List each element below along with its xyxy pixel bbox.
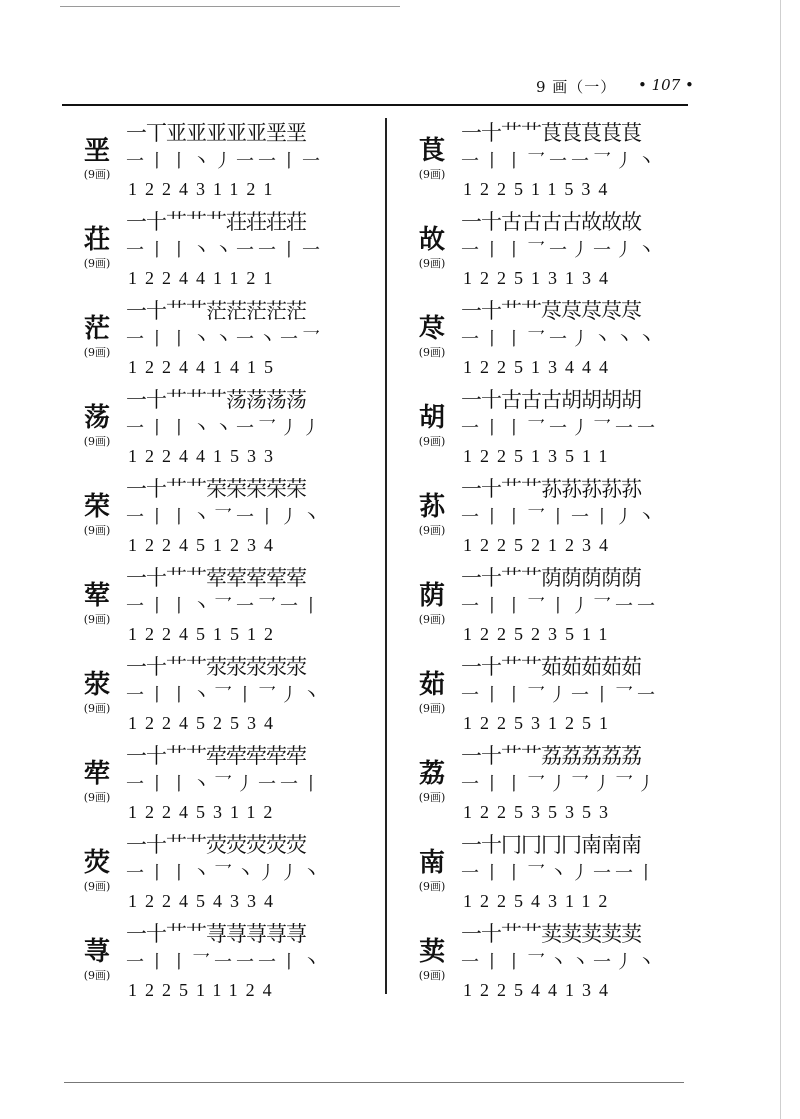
stroke-shapes: 一丨丨乛丶丶一丿丶 <box>461 952 659 973</box>
character-entry <box>70 207 370 296</box>
entry-character: 垩 <box>83 136 110 166</box>
entry-character: 荣 <box>83 492 110 522</box>
entry-character: 荩 <box>418 314 445 344</box>
stroke-count-label: (9画) <box>418 257 446 270</box>
stroke-shapes: 一丨丨乛一丿一丿丶 <box>461 240 659 261</box>
stroke-count-label: (9画) <box>418 791 446 804</box>
character-entry <box>70 296 370 385</box>
stroke-sequence: 一十艹艹荧荧荧荧荧 <box>126 833 306 857</box>
stroke-count-label: (9画) <box>83 168 111 181</box>
stroke-shapes: 一丨丨乛丨一丨丿丶 <box>461 507 659 528</box>
stroke-count-label: (9画) <box>418 613 446 626</box>
stroke-sequence: 一十冂冂冂冂南南南 <box>461 833 641 857</box>
stroke-count-label: (9画) <box>418 969 446 982</box>
stroke-count-label: (9画) <box>83 524 111 537</box>
stroke-numbers: 122451512 <box>128 624 281 644</box>
character-entry <box>70 474 370 563</box>
stroke-sequence: 一十古古古古故故故 <box>461 210 641 234</box>
stroke-numbers: 122513444 <box>463 357 616 377</box>
stroke-count-label: (9画) <box>83 435 111 448</box>
stroke-sequence: 一丅亚亚亚亚亚垩垩 <box>126 121 306 145</box>
stroke-numbers: 122531251 <box>463 713 616 733</box>
stroke-sequence: 一十艹艹茛茛茛茛茛 <box>461 121 641 145</box>
stroke-count-label: (9画) <box>83 880 111 893</box>
entry-character: 荬 <box>418 937 445 967</box>
character-entry <box>405 385 705 474</box>
stroke-sequence: 一十艹艹荪荪荪荪荪 <box>461 477 641 501</box>
stroke-shapes: 一丨丨丶丶一一丨一 <box>126 240 324 261</box>
stroke-numbers: 122535353 <box>463 802 616 822</box>
character-entry <box>405 652 705 741</box>
entry-character: 荥 <box>83 670 110 700</box>
stroke-sequence: 一十艹艹荨荨荨荨荨 <box>126 922 306 946</box>
stroke-shapes: 一丨丨乛丿乛丿乛丿 <box>461 774 659 795</box>
stroke-sequence: 一十艹艹荤荤荤荤荤 <box>126 566 306 590</box>
character-entry <box>70 563 370 652</box>
stroke-count-label: (9画) <box>418 524 446 537</box>
entry-character: 茫 <box>83 314 110 344</box>
stroke-numbers: 122441415 <box>128 357 281 377</box>
character-entry <box>70 385 370 474</box>
entry-character: 南 <box>418 848 445 878</box>
right-column <box>405 118 705 1008</box>
stroke-sequence: 一十古古古胡胡胡胡 <box>461 388 641 412</box>
stroke-count-label: (9画) <box>418 880 446 893</box>
stroke-sequence: 一十艹艹荥荥荥荥荥 <box>126 655 306 679</box>
stroke-sequence: 一十艹艹艹荡荡荡荡 <box>126 388 306 412</box>
stroke-numbers: 122454334 <box>128 891 281 911</box>
entry-character: 胡 <box>418 403 445 433</box>
stroke-sequence: 一十艹艹荫荫荫荫荫 <box>461 566 641 590</box>
entry-character: 茹 <box>418 670 445 700</box>
stroke-numbers: 122511534 <box>463 179 616 199</box>
character-entry <box>405 474 705 563</box>
stroke-count-label: (9画) <box>418 435 446 448</box>
stroke-numbers: 122544134 <box>463 980 616 1000</box>
character-entry <box>405 296 705 385</box>
page-header <box>0 72 800 102</box>
page-number: • 107 • <box>638 76 694 94</box>
stroke-count-label: (9画) <box>83 702 111 715</box>
character-entry <box>405 118 705 207</box>
stroke-count-label: (9画) <box>418 702 446 715</box>
stroke-numbers: 122513134 <box>463 268 616 288</box>
entry-character: 荔 <box>418 759 445 789</box>
column-divider <box>385 118 387 994</box>
stroke-sequence: 一十艹艹荔荔荔荔荔 <box>461 744 641 768</box>
stroke-count-label: (9画) <box>418 168 446 181</box>
stroke-numbers: 122451234 <box>128 535 281 555</box>
stroke-shapes: 一丨丨丶乛丶丿丿丶 <box>126 863 324 884</box>
stroke-numbers: 122521234 <box>463 535 616 555</box>
scan-edge-top <box>60 6 400 7</box>
stroke-shapes: 一丨丨丶丶一丶一乛 <box>126 329 324 350</box>
character-entry <box>70 652 370 741</box>
stroke-shapes: 一丨丨乛一一乛丿丶 <box>461 151 659 172</box>
character-entry <box>405 741 705 830</box>
character-entry <box>70 741 370 830</box>
entry-character: 故 <box>418 225 445 255</box>
entry-character: 茛 <box>418 136 445 166</box>
stroke-numbers: 122543112 <box>463 891 616 911</box>
entry-character: 荦 <box>83 759 110 789</box>
stroke-sequence: 一十艹艹荦荦荦荦荦 <box>126 744 306 768</box>
stroke-count-label: (9画) <box>418 346 446 359</box>
scan-edge-right <box>780 0 781 1119</box>
stroke-count-label: (9画) <box>83 257 111 270</box>
stroke-sequence: 一十艹艹荣荣荣荣荣 <box>126 477 306 501</box>
stroke-shapes: 一丨丨丶乛丿一一丨 <box>126 774 324 795</box>
character-entry <box>405 830 705 919</box>
character-entry <box>70 118 370 207</box>
entry-character: 荪 <box>418 492 445 522</box>
entry-character: 荫 <box>418 581 445 611</box>
entry-character: 荘 <box>83 225 110 255</box>
header-rule <box>62 104 688 106</box>
entry-character: 荤 <box>83 581 110 611</box>
stroke-count-label: (9画) <box>83 613 111 626</box>
stroke-numbers: 122523511 <box>463 624 616 644</box>
stroke-shapes: 一丨丨乛一丿乛一一 <box>461 418 659 439</box>
stroke-shapes: 一丨丨丶丿一一丨一 <box>126 151 324 172</box>
stroke-sequence: 一十艹艹茹茹茹茹茹 <box>461 655 641 679</box>
character-entry <box>405 563 705 652</box>
stroke-shapes: 一丨丨乛一一一丨丶 <box>126 952 324 973</box>
entry-character: 荨 <box>83 937 110 967</box>
stroke-sequence: 一十艹艹荩荩荩荩荩 <box>461 299 641 323</box>
stroke-numbers: 122513511 <box>463 446 616 466</box>
stroke-sequence: 一十艹艹茫茫茫茫茫 <box>126 299 306 323</box>
stroke-numbers: 122441121 <box>128 268 281 288</box>
stroke-shapes: 一丨丨丶乛一乛一丨 <box>126 596 324 617</box>
stroke-numbers: 122431121 <box>128 179 281 199</box>
stroke-sequence: 一十艹艹艹荘荘荘荘 <box>126 210 306 234</box>
stroke-numbers: 122511124 <box>128 980 280 1000</box>
stroke-shapes: 一丨丨乛丨丿乛一一 <box>461 596 659 617</box>
left-column <box>70 118 370 1008</box>
stroke-shapes: 一丨丨乛一丿丶丶丶 <box>461 329 659 350</box>
character-entry <box>70 919 370 1008</box>
stroke-count-label: (9画) <box>83 346 111 359</box>
stroke-sequence: 一十艹艹荬荬荬荬荬 <box>461 922 641 946</box>
entry-character: 荡 <box>83 403 110 433</box>
stroke-shapes: 一丨丨丶乛一丨丿丶 <box>126 507 324 528</box>
stroke-numbers: 122453112 <box>128 802 281 822</box>
stroke-shapes: 一丨丨乛丶丿一一丨 <box>461 863 659 884</box>
stroke-numbers: 122441533 <box>128 446 281 466</box>
stroke-shapes: 一丨丨丶乛丨乛丿丶 <box>126 685 324 706</box>
entry-character: 荧 <box>83 848 110 878</box>
character-entry <box>70 830 370 919</box>
bottom-rule <box>64 1082 684 1083</box>
character-entry <box>405 919 705 1008</box>
stroke-count-label: (9画) <box>83 969 111 982</box>
stroke-shapes: 一丨丨乛丿一丨乛一 <box>461 685 659 706</box>
character-entry <box>405 207 705 296</box>
stroke-count-label: (9画) <box>83 791 111 804</box>
stroke-numbers: 122452534 <box>128 713 281 733</box>
stroke-shapes: 一丨丨丶丶一乛丿丿 <box>126 418 324 439</box>
section-title: 9 画（一） <box>536 78 617 96</box>
